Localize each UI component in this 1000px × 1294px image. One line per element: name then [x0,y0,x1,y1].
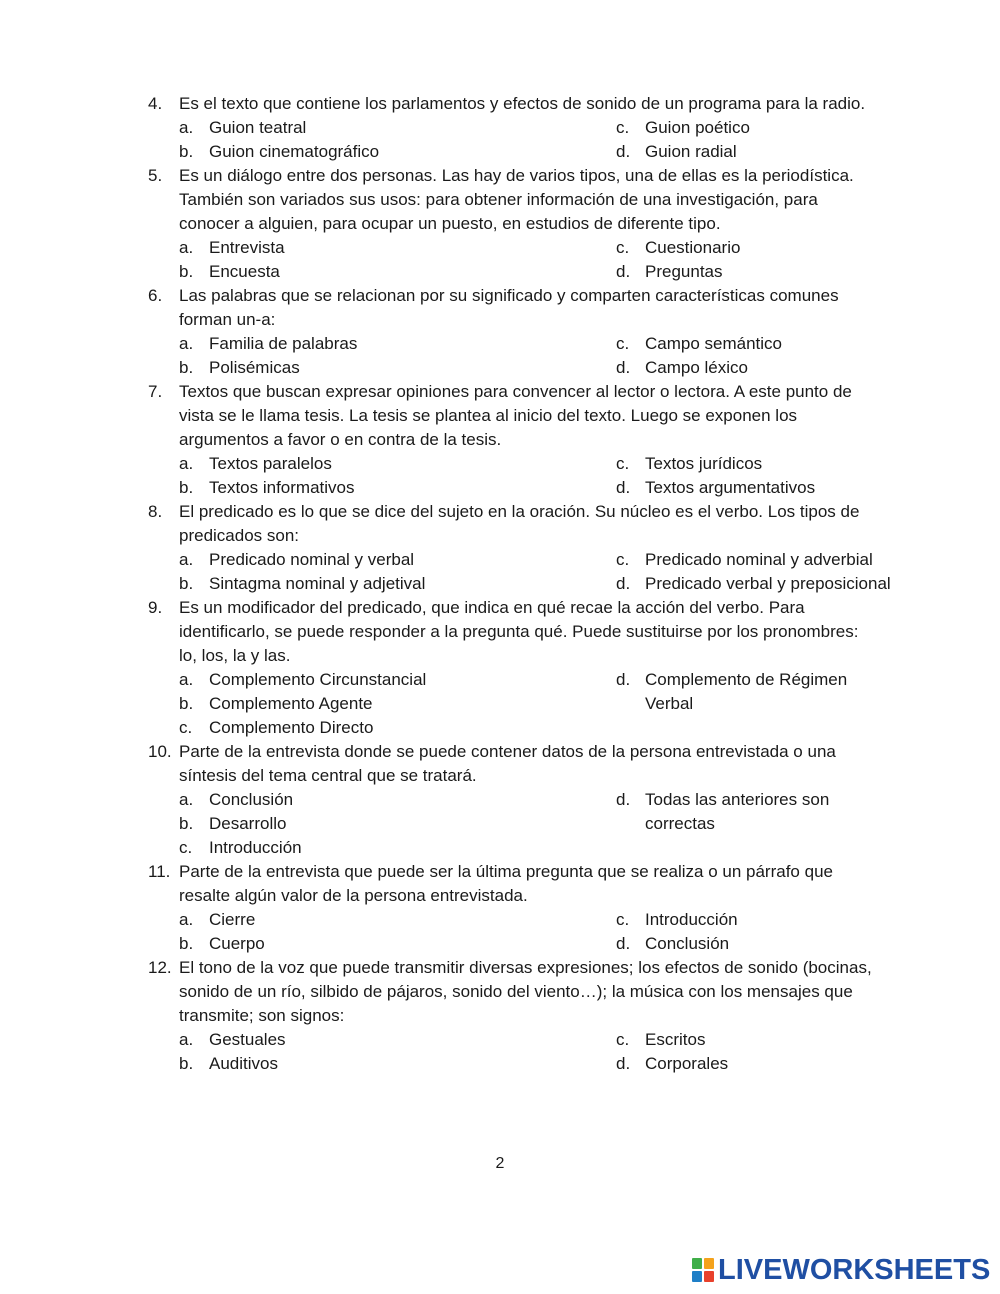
question-text: Es el texto que contiene los parlamentos y efectos de sonido de un programa para la radio. [179,94,866,113]
question-7 [148,380,918,500]
answer-option[interactable]: Cierre [209,910,256,929]
option-letter: d. [616,1054,631,1073]
answer-option[interactable]: Desarrollo [209,814,287,833]
option-letter: a. [179,910,194,929]
question-text-line [148,644,918,668]
option-row [148,452,918,476]
answer-option[interactable]: Introducción [209,838,302,857]
answer-option[interactable]: Textos paralelos [209,454,332,473]
option-letter: b. [179,574,194,593]
answer-option[interactable]: Textos argumentativos [645,478,816,497]
question-text-line [148,308,918,332]
question-text-line [148,404,918,428]
answer-option[interactable]: Guion radial [645,142,737,161]
answer-option[interactable]: Todas las anteriores son [645,790,830,809]
option-letter: d. [616,934,631,953]
question-number: 12. [148,958,172,977]
question-text: Parte de la entrevista que puede ser la última pregunta que se realiza o un párrafo que [179,862,833,881]
option-row [148,572,918,596]
question-text: lo, los, la y las. [179,646,291,665]
option-row [148,668,918,692]
liveworksheets-logo[interactable] [692,1256,990,1284]
answer-option[interactable]: Encuesta [209,262,280,281]
answer-option[interactable]: Campo semántico [645,334,783,353]
question-number: 5. [148,166,163,185]
option-row [148,836,918,860]
question-list [148,92,918,1076]
answer-option[interactable]: Conclusión [645,934,730,953]
option-letter: b. [179,694,194,713]
question-text-line [148,188,918,212]
answer-option[interactable]: Introducción [645,910,738,929]
answer-option[interactable]: Conclusión [209,790,294,809]
answer-option[interactable]: Gestuales [209,1030,286,1049]
option-letter: d. [616,478,631,497]
question-8 [148,500,918,596]
option-letter: c. [616,334,630,353]
answer-option[interactable]: Polisémicas [209,358,300,377]
logo-square-red [704,1271,714,1282]
option-letter: d. [616,142,631,161]
question-11 [148,860,918,956]
logo-square-orange [704,1258,714,1269]
option-letter: b. [179,814,194,833]
question-text: conocer a alguien, para ocupar un puesto, en estudios de diferente tipo. [179,214,721,233]
logo-square-green [692,1258,702,1269]
answer-option[interactable]: Guion teatral [209,118,307,137]
option-letter: a. [179,1030,194,1049]
question-number: 11. [148,862,171,881]
answer-option[interactable]: Complemento Circunstancial [209,670,427,689]
option-letter: c. [616,238,630,257]
question-text-line [148,164,918,188]
question-text-line [148,596,918,620]
question-text-line [148,956,918,980]
answer-option[interactable]: Complemento de Régimen [645,670,848,689]
option-letter: b. [179,478,194,497]
option-letter: a. [179,550,194,569]
option-row [148,1052,918,1076]
question-text: Es un modificador del predicado, que indica en qué recae la acción del verbo. Para [179,598,805,617]
question-text: sonido de un río, silbido de pájaros, sonido del viento…); la música con los mensajes que [179,982,853,1001]
question-text: argumentos a favor o en contra de la tesis. [179,430,502,449]
option-letter: d. [616,670,631,689]
option-row [148,716,918,740]
answer-option[interactable]: Predicado nominal y verbal [209,550,415,569]
answer-option[interactable]: Preguntas [645,262,723,281]
question-text-line [148,500,918,524]
option-letter: d. [616,574,631,593]
option-letter: a. [179,790,194,809]
answer-option[interactable]: Complemento Directo [209,718,374,737]
question-12 [148,956,918,1076]
page-number: 2 [495,1155,505,1172]
option-row [148,812,918,836]
question-text-line [148,380,918,404]
option-row [148,356,918,380]
question-number: 6. [148,286,163,305]
answer-option[interactable]: Entrevista [209,238,285,257]
option-letter: a. [179,238,194,257]
option-row [148,140,918,164]
question-text-line [148,284,918,308]
option-row [148,1028,918,1052]
option-letter: a. [179,118,194,137]
option-letter: d. [616,790,631,809]
option-row [148,788,918,812]
answer-option[interactable]: Sintagma nominal y adjetival [209,574,426,593]
option-letter: d. [616,358,631,377]
question-text-line [148,620,918,644]
question-text: forman un-a: [179,310,276,329]
option-row [148,332,918,356]
option-letter: c. [616,910,630,929]
option-letter: c. [616,1030,630,1049]
option-letter: b. [179,358,194,377]
question-text-line [148,764,918,788]
option-letter: a. [179,454,194,473]
option-row [148,476,918,500]
option-letter: b. [179,262,194,281]
question-text: Las palabras que se relacionan por su significado y comparten características comunes [179,286,839,305]
question-number: 9. [148,598,163,617]
question-5 [148,164,918,284]
answer-option[interactable]: Predicado nominal y adverbial [645,550,873,569]
option-row [148,260,918,284]
option-letter: c. [179,718,193,737]
brand-name: LIVEWORKSHEETS [718,1254,991,1286]
option-row [148,908,918,932]
option-letter: c. [179,838,193,857]
answer-option[interactable]: Guion cinematográfico [209,142,380,161]
question-text-line [148,884,918,908]
option-row [148,116,918,140]
question-text: predicados son: [179,526,300,545]
option-letter: a. [179,670,194,689]
answer-option[interactable]: Cuestionario [645,238,741,257]
option-letter: c. [616,454,630,473]
option-row [148,236,918,260]
question-text: Parte de la entrevista donde se puede contener datos de la persona entrevistada o una [179,742,836,761]
question-10 [148,740,918,860]
question-text: Es un diálogo entre dos personas. Las hay de varios tipos, una de ellas es la periodística. [179,166,854,185]
answer-option[interactable]: Verbal [645,694,694,713]
answer-option[interactable]: Auditivos [209,1054,278,1073]
option-letter: c. [616,550,630,569]
question-text: vista se le llama tesis. La tesis se plantea al inicio del texto. Luego se exponen los [179,406,798,425]
option-letter: c. [616,118,630,137]
answer-option[interactable]: Corporales [645,1054,729,1073]
question-text-line [148,212,918,236]
option-letter: b. [179,1054,194,1073]
option-letter: a. [179,334,194,353]
logo-square-blue [692,1271,702,1282]
question-number: 10. [148,742,172,761]
answer-option[interactable]: Guion poético [645,118,750,137]
question-6 [148,284,918,380]
question-number: 4. [148,94,163,113]
question-number: 8. [148,502,163,521]
question-text: El tono de la voz que puede transmitir diversas expresiones; los efectos de sonido (bocinas, [179,958,872,977]
option-row [148,692,918,716]
answer-option[interactable]: Complemento Agente [209,694,373,713]
option-row [148,932,918,956]
liveworksheets-logo-icon [692,1258,714,1282]
question-text: transmite; son signos: [179,1006,345,1025]
answer-option[interactable]: Cuerpo [209,934,265,953]
question-text-line [148,428,918,452]
answer-option[interactable]: Textos jurídicos [645,454,763,473]
question-text-line [148,1004,918,1028]
question-text: síntesis del tema central que se tratará. [179,766,477,785]
question-text-line [148,92,918,116]
option-letter: d. [616,262,631,281]
question-4 [148,92,918,164]
answer-option[interactable]: Textos informativos [209,478,355,497]
question-text-line [148,860,918,884]
option-letter: b. [179,142,194,161]
question-number: 7. [148,382,163,401]
question-text-line [148,980,918,1004]
question-text: El predicado es lo que se dice del sujeto en la oración. Su núcleo es el verbo. Los tipos de [179,502,860,521]
question-9 [148,596,918,740]
question-text-line [148,524,918,548]
question-text: identificarlo, se puede responder a la pregunta qué. Puede sustituirse por los pronombres: [179,622,859,641]
option-row [148,548,918,572]
answer-option[interactable]: Campo léxico [645,358,748,377]
answer-option[interactable]: Familia de palabras [209,334,358,353]
answer-option[interactable]: Predicado verbal y preposicional [645,574,891,593]
option-letter: b. [179,934,194,953]
question-text-line [148,740,918,764]
question-text: También son variados sus usos: para obtener información de una investigación, para [179,190,818,209]
question-text: resalte algún valor de la persona entrevistada. [179,886,528,905]
answer-option[interactable]: Escritos [645,1030,706,1049]
question-text: Textos que buscan expresar opiniones para convencer al lector o lectora. A este punto de [179,382,852,401]
answer-option[interactable]: correctas [645,814,715,833]
